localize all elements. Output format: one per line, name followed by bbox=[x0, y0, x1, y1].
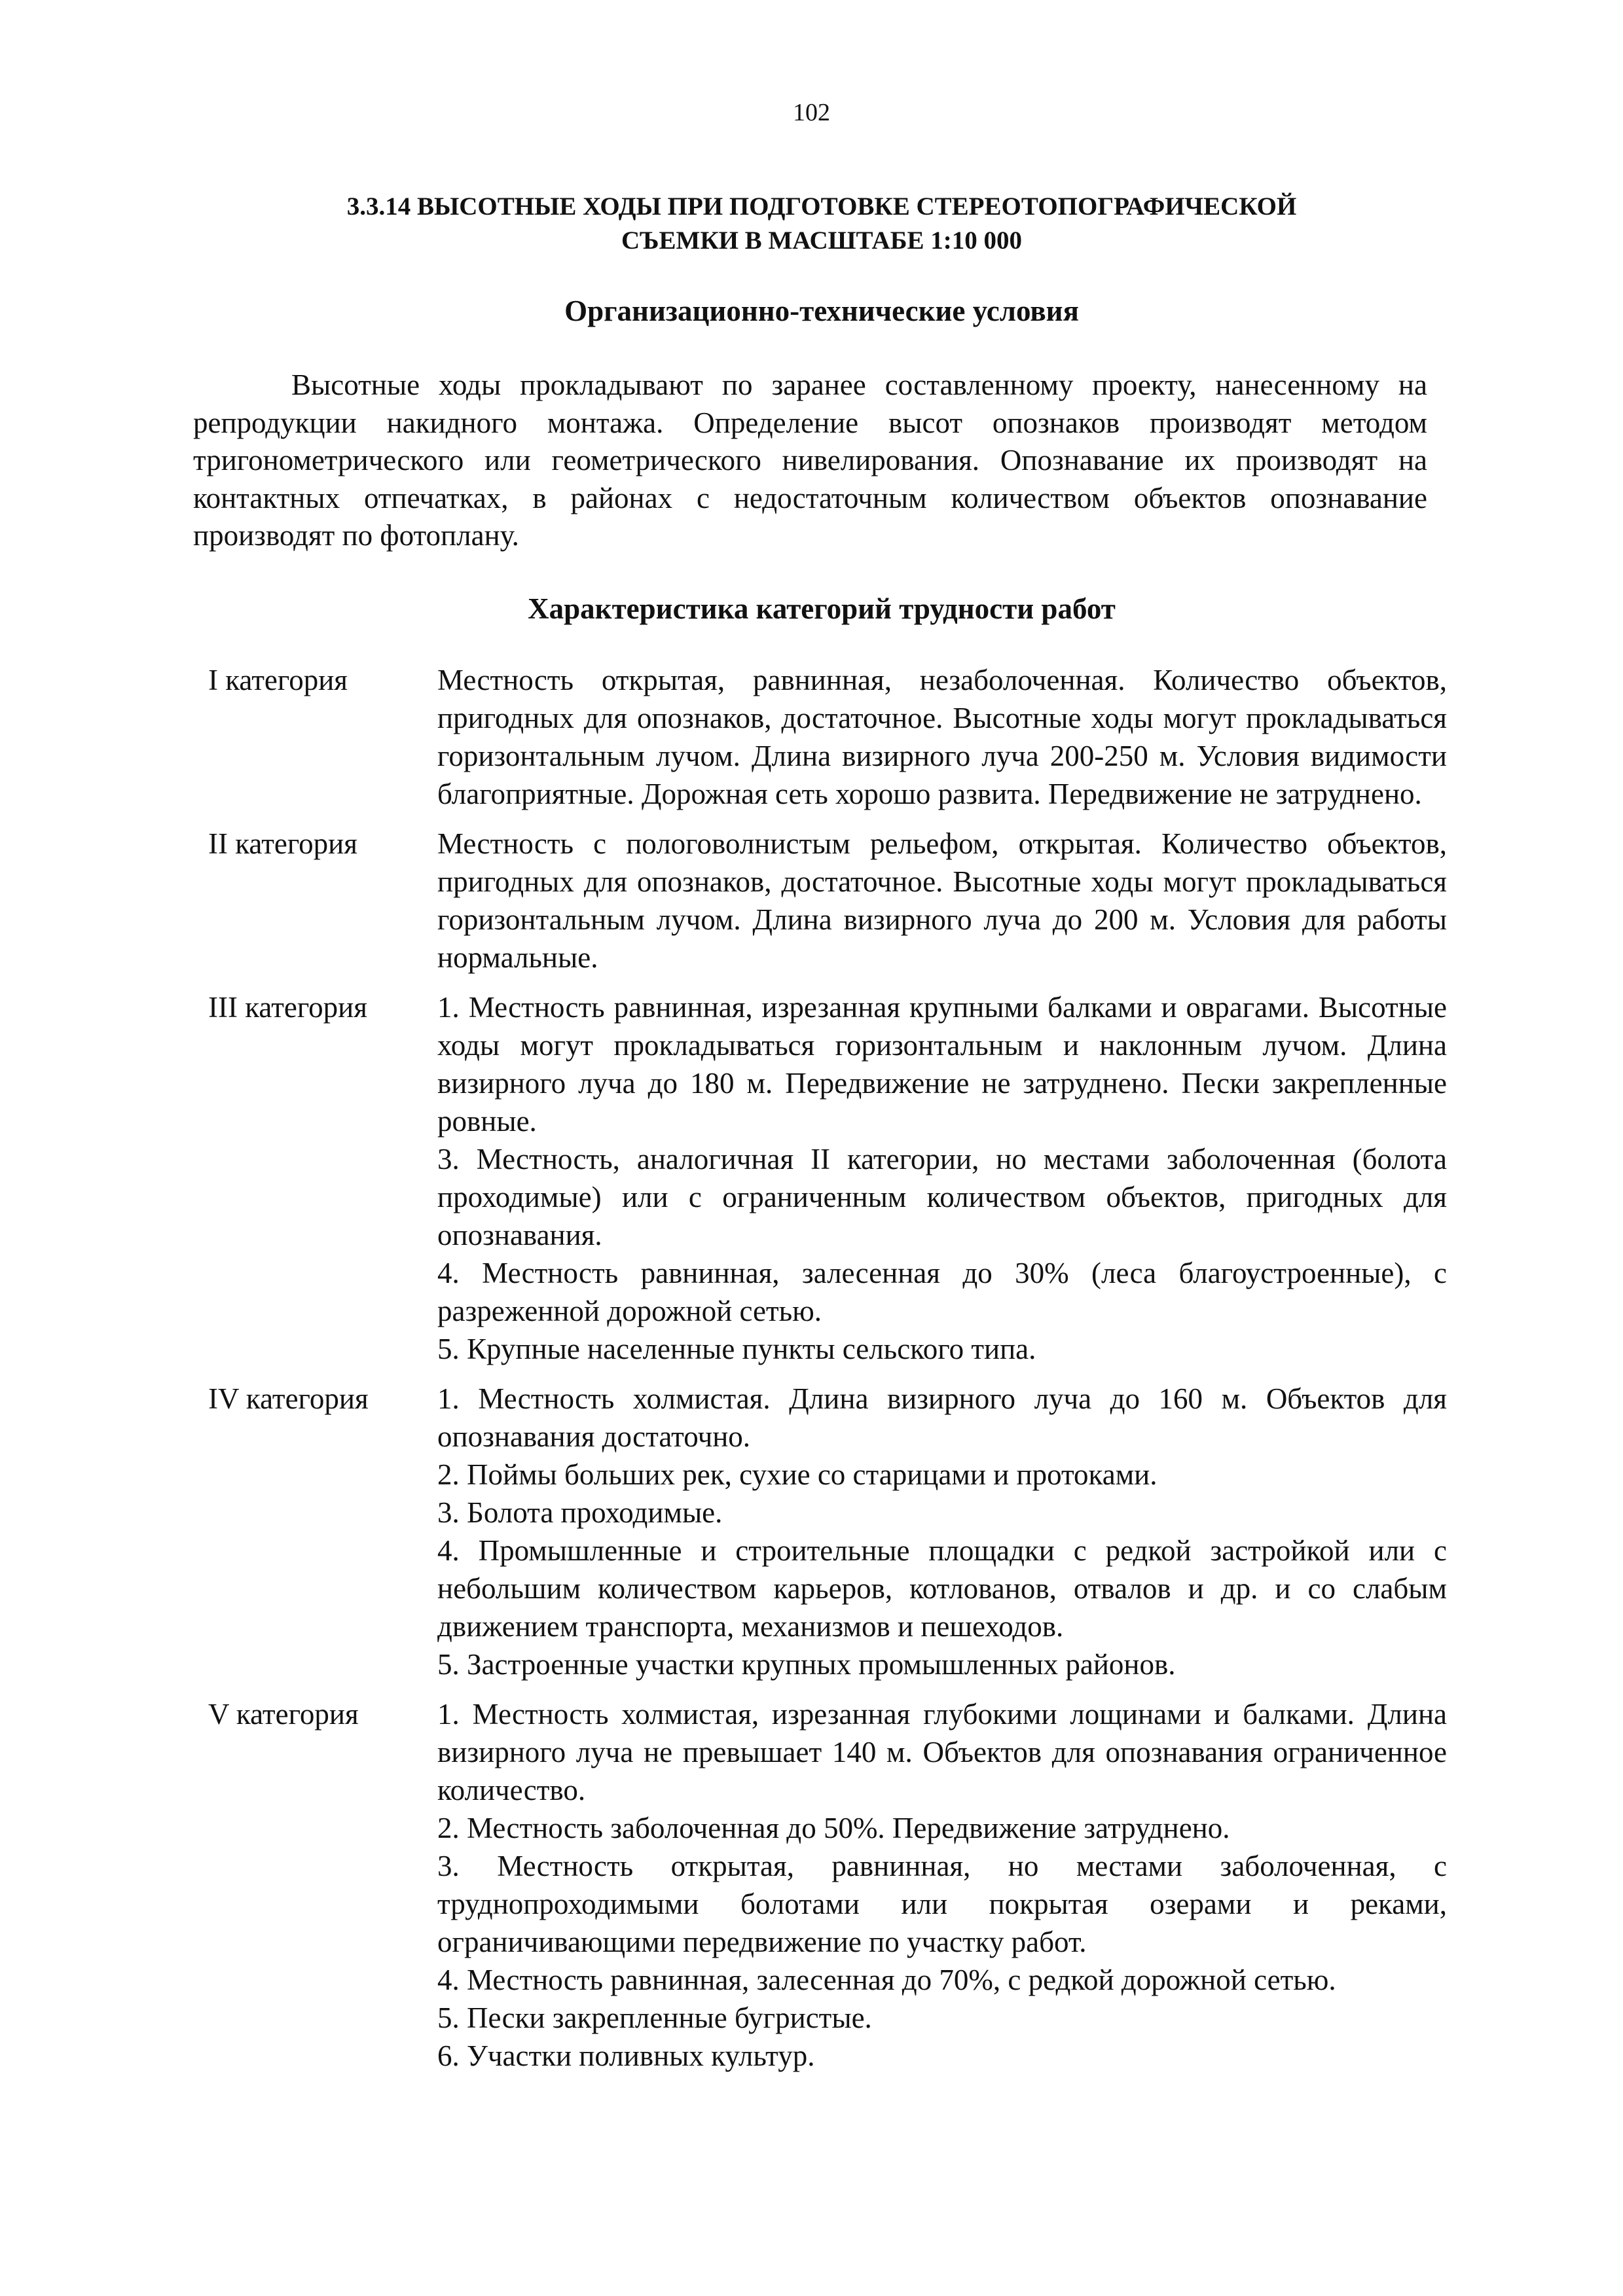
subheading-categories: Характеристика категорий трудности работ bbox=[528, 592, 1116, 625]
intro-paragraph: Высотные ходы прокладывают по заранее составленному проекту, нанесенному на репродукции накидного монтажа. Определение высот опознаков производят методом тригонометрического или геометрического нивелирования. Опознавание их производят на контактных отпечатках, в районах с недостаточным количеством объектов опознавание производят по фотоплану. bbox=[193, 368, 1427, 552]
category-description bbox=[437, 661, 1447, 813]
category-paragraph: 5. Пески закрепленные бугристые. bbox=[437, 2001, 872, 2034]
section-title-line-2: СЪЕМКИ В МАСШТАБЕ 1:10 000 bbox=[621, 226, 1022, 255]
category-paragraph: 3. Местность открытая, равнинная, но местами заболоченная, с труднопроходимыми болотами или покрытая озерами и реками, ограничивающими передвижение по участку работ. bbox=[437, 1850, 1447, 1958]
category-paragraph: 4. Промышленные и строительные площадки с редкой застройкой или с небольшим количеством карьеров, котлованов, отвалов и др. и со слабым движением транспорта, механизмов и пешеходов. bbox=[437, 1534, 1447, 1643]
category-row-5 bbox=[208, 1695, 1447, 2075]
subheading-conditions: Организационно-технические условия bbox=[564, 295, 1079, 327]
category-paragraph: 2. Местность заболоченная до 50%. Передвижение затруднено. bbox=[437, 1812, 1230, 1844]
category-description bbox=[437, 988, 1447, 1368]
category-label: V категория bbox=[208, 1698, 359, 1731]
category-paragraph: 5. Крупные населенные пункты сельского типа. bbox=[437, 1333, 1036, 1365]
section-title bbox=[262, 190, 1381, 258]
category-row-3 bbox=[208, 988, 1447, 1368]
category-paragraph: 4. Местность равнинная, залесенная до 70%, с редкой дорожной сетью. bbox=[437, 1964, 1336, 1996]
category-description bbox=[437, 825, 1447, 977]
category-row-1 bbox=[208, 661, 1447, 813]
category-label: III категория bbox=[208, 991, 367, 1024]
category-paragraph: 3. Болота проходимые. bbox=[437, 1496, 723, 1529]
category-paragraph: 2. Поймы больших рек, сухие со старицами и протоками. bbox=[437, 1458, 1158, 1491]
category-paragraph: 4. Местность равнинная, залесенная до 30% (леса благоустроенные), с разреженной дорожной сетью. bbox=[437, 1257, 1447, 1327]
category-row-4 bbox=[208, 1380, 1447, 1683]
category-paragraph: 5. Застроенные участки крупных промышленных районов. bbox=[437, 1648, 1176, 1681]
category-label: II категория bbox=[208, 827, 357, 860]
category-paragraph: 1. Местность холмистая, изрезанная глубокими лощинами и балками. Длина визирного луча не превышает 140 м. Объектов для опознавания ограниченное количество. bbox=[437, 1698, 1447, 1806]
category-label: I категория bbox=[208, 664, 348, 696]
category-list bbox=[208, 661, 1447, 2087]
page-number: 102 bbox=[793, 99, 830, 126]
category-paragraph: Местность открытая, равнинная, незаболоченная. Количество объектов, пригодных для опознаков, достаточное. Высотные ходы могут прокладываться горизонтальным лучом. Длина визирного луча 200-250 м. Условия видимости благоприятные. Дорожная сеть хорошо развита. Передвижение не затруднено. bbox=[437, 664, 1447, 810]
section-title-line-1: 3.3.14 ВЫСОТНЫЕ ХОДЫ ПРИ ПОДГОТОВКЕ СТЕРЕОТОПОГРАФИЧЕСКОЙ bbox=[346, 192, 1297, 221]
category-description bbox=[437, 1695, 1447, 2075]
category-label: IV категория bbox=[208, 1382, 369, 1415]
category-row-2 bbox=[208, 825, 1447, 977]
category-paragraph: 3. Местность, аналогичная II категории, но местами заболоченная (болота проходимые) или с ограниченным количеством объектов, пригодных для опознавания. bbox=[437, 1143, 1447, 1251]
category-paragraph: 1. Местность холмистая. Длина визирного луча до 160 м. Объектов для опознавания достаточно. bbox=[437, 1382, 1447, 1453]
category-paragraph: Местность с пологоволнистым рельефом, открытая. Количество объектов, пригодных для опознаков, достаточное. Высотные ходы могут прокладываться горизонтальным лучом. Длина визирного луча до 200 м. Условия для работы нормальные. bbox=[437, 827, 1447, 974]
category-paragraph: 6. Участки поливных культур. bbox=[437, 2039, 815, 2072]
category-description bbox=[437, 1380, 1447, 1683]
category-paragraph: 1. Местность равнинная, изрезанная крупными балками и оврагами. Высотные ходы могут прокладываться горизонтальным и наклонным лучом. Длина визирного луча до 180 м. Передвижение не затруднено. Пески закрепленные ровные. bbox=[437, 991, 1447, 1138]
